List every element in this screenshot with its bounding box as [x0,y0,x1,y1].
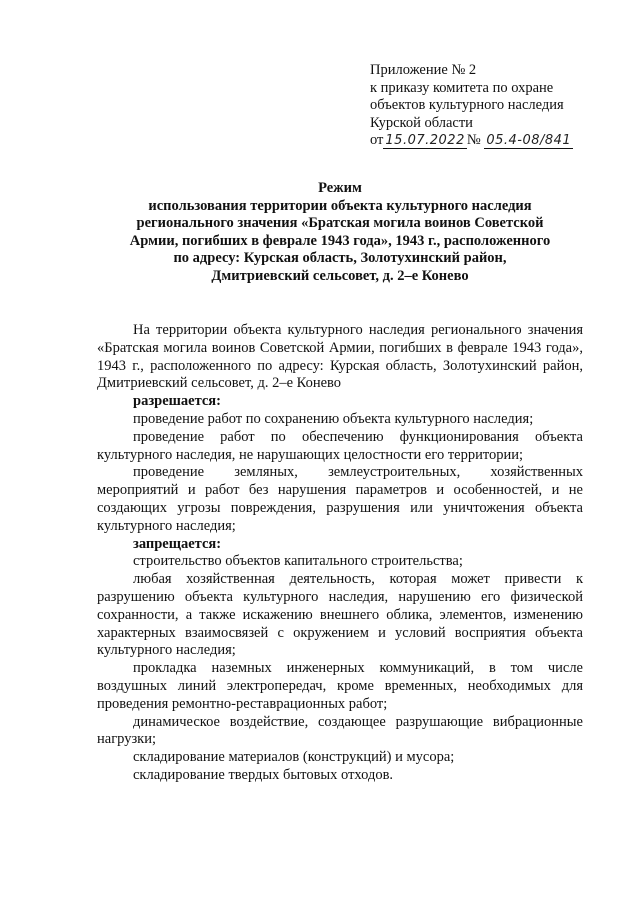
forbidden-item: складирование твердых бытовых отходов. [133,766,394,783]
appendix-line: Курской области [370,114,473,131]
title-line: по адресу: Курская область, Золотухинский район, [173,250,507,267]
intro-paragraph: На территории объекта культурного наследия регионального значения «Братская могила воинов Советской Армии, погибших в феврале 1943 года», 1943 г., расположенного по адресу: Курская область, Золотухинский район, Дмитриевский сельсовет, д. 2–е Конево [97,322,583,392]
document-body [97,322,583,785]
title-line: регионального значения «Братская могила воинов Советской [136,215,544,232]
order-date-number [370,132,630,150]
forbidden-item: динамическое воздействие, создающее разрушающие вибрационные нагрузки; [97,713,583,748]
forbidden-item: строительство объектов капитального строительства; [133,553,463,570]
title-line: использования территории объекта культурного наследия [148,197,532,214]
forbidden-item: складирование материалов (конструкций) и мусора; [133,749,455,766]
allowed-item: проведение земляных, землеустроительных, хозяйственных мероприятий и работ без нарушения параметров и особенностей, и не создающих угрозы повреждения, разрушения или уничтожения объекта культурного наследия; [97,464,583,534]
forbidden-heading: запрещается: [133,535,222,552]
from-label: от [370,132,384,148]
title-line: Режим [318,180,362,196]
title-line: Армии, погибших в феврале 1943 года», 1943 г., расположенного [129,232,551,249]
order-number: 05.4-08/841 [486,133,572,148]
allowed-heading: разрешается: [133,393,221,410]
appendix-line: объектов культурного наследия [370,97,564,113]
number-label: № [466,132,481,148]
forbidden-item: прокладка наземных инженерных коммуникаций, в том числе воздушных линий электропередач, кроме временных, необходимых для проведения ремонтно-реставрационных работ; [97,660,583,712]
appendix-line: Приложение № 2 [370,62,477,78]
allowed-item: проведение работ по обеспечению функционирования объекта культурного наследия, не нарушающих целостности его территории; [97,428,583,463]
appendix-block [370,62,630,150]
order-date: 15.07.2022 [385,133,465,148]
allowed-item: проведение работ по сохранению объекта культурного наследия; [133,410,534,427]
title-line: Дмитриевский сельсовет, д. 2–е Конево [211,267,469,284]
forbidden-item: любая хозяйственная деятельность, которая может привести к разрушению объекта культурного наследия, нарушению его физической сохранности, а также искажению внешнего облика, элементов, изменению характерных взаимосвязей с окружением и условий восприятия объекта культурного наследия; [97,571,583,659]
document-title [100,180,580,286]
appendix-line: к приказу комитета по охране [370,79,554,96]
